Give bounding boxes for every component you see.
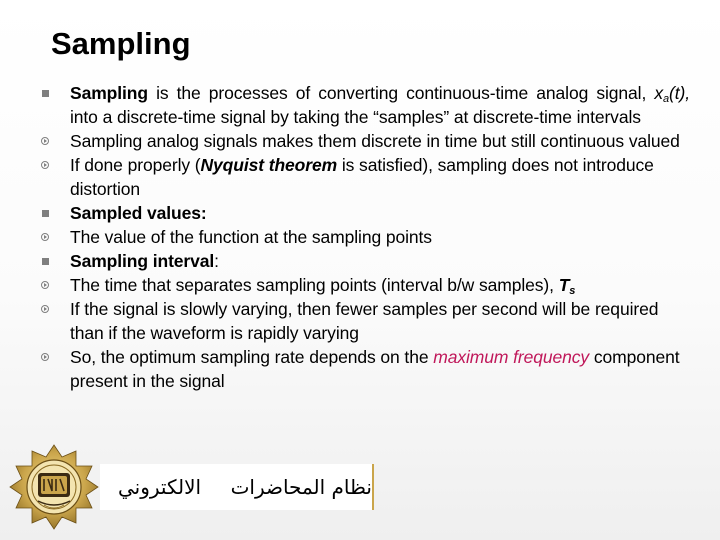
square-bullet-icon (40, 257, 50, 267)
bullet-text: If done properly ( (70, 155, 201, 175)
term-maximum-frequency: maximum frequency (433, 347, 590, 367)
bullet-text: is the processes of converting continuous-time analog signal, (147, 83, 655, 103)
term-nyquist-theorem: Nyquist theorem (200, 155, 338, 175)
bullet-item-discrete-in-time (40, 129, 690, 153)
symbol-ts-subscript: s (569, 285, 576, 297)
bullet-text: : (214, 251, 219, 271)
bullet-item-optimum-rate (40, 345, 690, 393)
bullet-item-time-separation (40, 273, 690, 297)
square-bullet-icon (40, 89, 50, 99)
university-logo-icon (8, 443, 100, 531)
bullet-text: component present in the signal (70, 347, 680, 391)
square-bullet-icon (40, 209, 50, 219)
term-sampling: Sampling (70, 83, 148, 103)
bullet-text: into a discrete-time signal by taking the “samples” at discrete-time intervals (70, 107, 641, 127)
bullet-text: Sampling analog signals makes them discrete in time but still continuous valued (70, 131, 680, 151)
bullet-heading: Sampled values: (70, 203, 207, 223)
bullet-item-value-at-points (40, 225, 690, 249)
circled-arrow-bullet-icon (40, 137, 50, 147)
bullet-list (40, 81, 690, 393)
footer-text-electronic: الالكتروني (118, 475, 202, 499)
bullet-text: The value of the function at the sampling points (70, 227, 432, 247)
bullet-item-slowly-varying (40, 297, 690, 345)
circled-arrow-bullet-icon (40, 353, 50, 363)
circled-arrow-bullet-icon (40, 233, 50, 243)
signal-symbol: x (654, 83, 663, 103)
bullet-item-sampling-definition (40, 81, 690, 129)
bullet-heading: Sampling interval (70, 251, 215, 271)
circled-arrow-bullet-icon (40, 305, 50, 315)
signal-subscript: a (662, 93, 670, 105)
bullet-text: is satisfied), sampling does not introduce distortion (70, 155, 654, 199)
bullet-item-sampled-values (40, 201, 690, 225)
bullet-item-nyquist (40, 153, 690, 201)
bullet-text: The time that separates sampling points (interval b/w samples), (70, 275, 559, 295)
circled-arrow-bullet-icon (40, 281, 50, 291)
bullet-text: So, the optimum sampling rate depends on the (70, 347, 434, 367)
circled-arrow-bullet-icon (40, 161, 50, 171)
bullet-item-sampling-interval (40, 249, 690, 273)
symbol-ts: T (558, 275, 570, 295)
slide-title: Sampling (51, 26, 191, 61)
footer-text-lecture-system: نظام المحاضرات (230, 475, 372, 499)
bullet-text: If the signal is slowly varying, then fewer samples per second will be required than if the waveform is rapidly varying (70, 299, 659, 343)
signal-argument: (t), (669, 83, 690, 103)
